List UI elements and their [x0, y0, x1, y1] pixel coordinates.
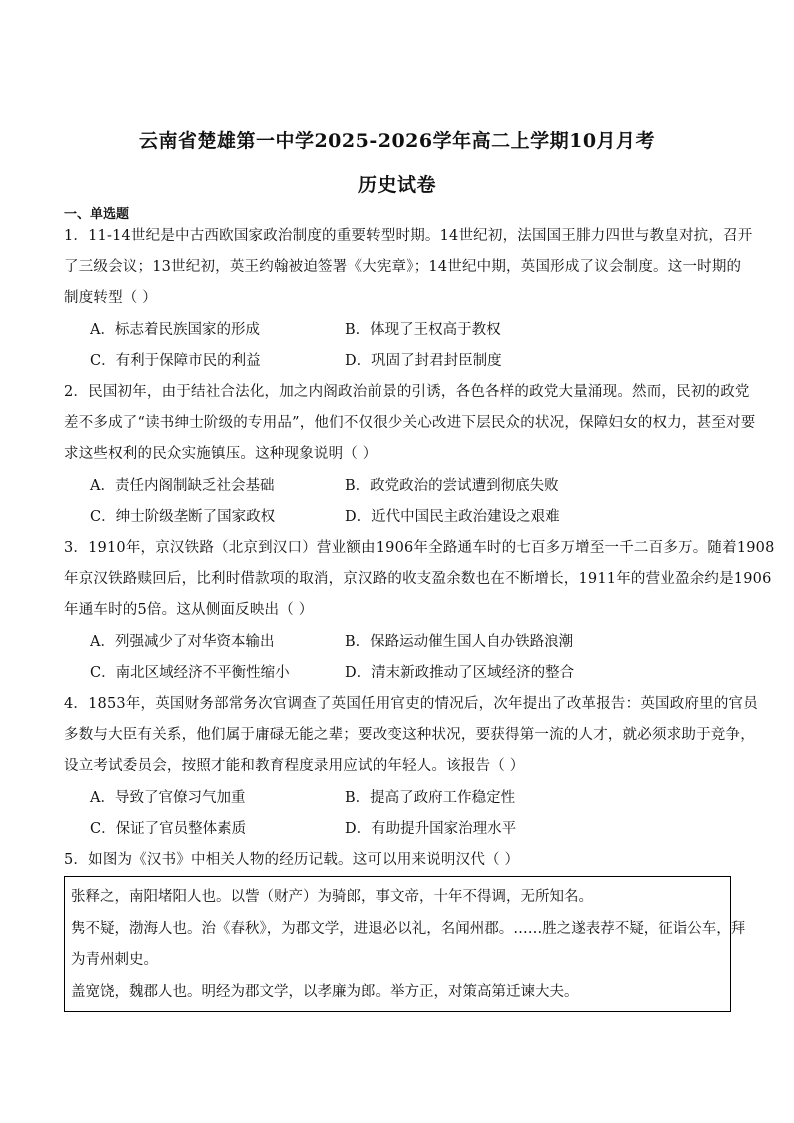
question-3-line: 年京汉铁路赎回后，比利时借款项的取消，京汉路的收支盈余数也在不断增长，1911年的营业盈余约是1906	[64, 571, 772, 587]
question-2-option-c[interactable]: C．绅士阶级垄断了国家政权	[90, 509, 276, 525]
page-title: 云南省楚雄第一中学2025-2026学年高二上学期10月月考	[138, 130, 656, 152]
quote-box	[64, 876, 746, 1012]
question-3-line: 3．1910年，京汉铁路（北京到汉口）营业额由1906年全路通车时的七百多万增至一千二百多万。随着1908	[64, 540, 775, 556]
question-3-option-d[interactable]: D．清末新政推动了区域经济的整合	[345, 665, 575, 681]
quote-line: 隽不疑，渤海人也。治《春秋》，为郡文学，进退必以礼，名闻州郡。……胜之遂表荐不疑，征诣公车，拜	[71, 921, 746, 937]
question-1-line: 了三级会议；13世纪初，英王约翰被迫签署《大宪章》；14世纪中期，英国形成了议会制度。这一时期的	[64, 259, 742, 275]
question-1-line: 制度转型（ ）	[64, 290, 158, 306]
question-4-option-d[interactable]: D．有助提升国家治理水平	[345, 821, 517, 837]
question-1-line: 1．11-14世纪是中古西欧国家政治制度的重要转型时期。14世纪初，法国国王腓力四世与教皇对抗，召开	[64, 228, 753, 244]
question-3-option-c[interactable]: C．南北区域经济不平衡性缩小	[90, 665, 290, 681]
question-4-line: 设立考试委员会，按照才能和教育程度录用应试的年轻人。该报告（ ）	[64, 758, 525, 774]
page-subtitle: 历史试卷	[357, 174, 436, 196]
quote-line: 张释之，南阳堵阳人也。以訾（财产）为骑郎，事文帝，十年不得调，无所知名。	[71, 889, 593, 905]
question-1-option-c[interactable]: C．有利于保障市民的利益	[90, 353, 261, 369]
question-3-option-a[interactable]: A．列强减少了对华资本输出	[90, 634, 275, 650]
question-3-option-b[interactable]: B．保路运动催生国人自办铁路浪潮	[345, 634, 574, 650]
question-1-option-d[interactable]: D．巩固了封君封臣制度	[345, 353, 502, 369]
question-1-option-b[interactable]: B．体现了王权高于教权	[345, 322, 501, 338]
question-2-line: 差不多成了“读书绅士阶级的专用品”，他们不仅很少关心改进下层民众的状况，保障妇女的权力，甚至对要	[64, 415, 756, 431]
question-2-option-d[interactable]: D．近代中国民主政治建设之艰难	[345, 509, 560, 525]
question-2-option-a[interactable]: A．责任内阁制缺乏社会基础	[90, 478, 275, 494]
question-4-line: 多数与大臣有关系，他们属于庸碌无能之辈；要改变这种状况，要获得第一流的人才，就必须求助于竞争，	[64, 727, 755, 743]
question-3-line: 年通车时的5倍。这从侧面反映出（ ）	[64, 602, 314, 618]
question-2-line: 求这些权利的民众实施镇压。这种现象说明（ ）	[64, 446, 378, 462]
question-4-option-b[interactable]: B．提高了政府工作稳定性	[345, 790, 516, 806]
question-1-option-a[interactable]: A．标志着民族国家的形成	[90, 322, 260, 338]
question-2-option-b[interactable]: B．政党政治的尝试遭到彻底失败	[345, 478, 559, 494]
quote-line: 为青州刺史。	[71, 952, 158, 968]
question-4-option-a[interactable]: A．导致了官僚习气加重	[90, 790, 246, 806]
question-4-option-c[interactable]: C．保证了官员整体素质	[90, 821, 247, 837]
section-heading: 一、单选题	[64, 207, 130, 222]
quote-line: 盖宽饶，魏郡人也。明经为郡文学，以孝廉为郎。举方正，对策高第迁谏大夫。	[71, 984, 579, 1000]
question-2-line: 2．民国初年，由于结社合法化，加之内阁政治前景的引诱，各色各样的政党大量涌现。然而，民初的政党	[64, 384, 750, 400]
question-5-line: 5．如图为《汉书》中相关人物的经历记载。这可以用来说明汉代（ ）	[64, 852, 520, 868]
question-4-line: 4．1853年，英国财务部常务次官调查了英国任用官吏的情况后，次年提出了改革报告：英国政府里的官员	[64, 696, 758, 712]
